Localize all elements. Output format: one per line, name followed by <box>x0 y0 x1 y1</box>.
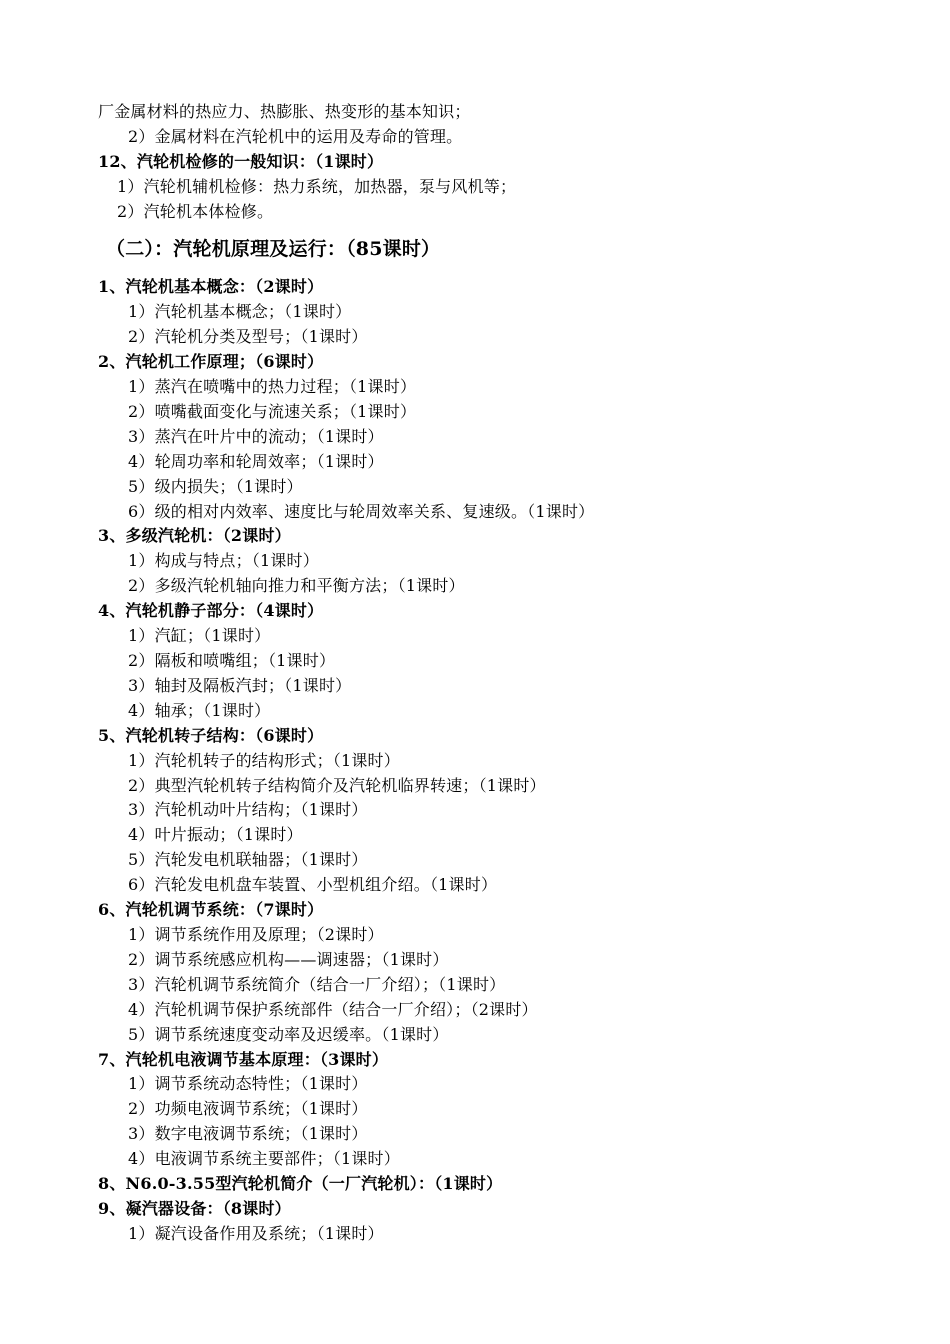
chapter-heading: （二）：汽轮机原理及运行：（85课时） <box>106 238 441 260</box>
section-heading: 8、N6.0-3.55型汽轮机简介（一厂汽轮机）：（1课时） <box>98 1174 503 1193</box>
list-item: 1）汽缸；（1课时） <box>128 626 271 645</box>
section-heading: 3、多级汽轮机：（2课时） <box>98 526 291 545</box>
list-item: 5）汽轮发电机联轴器；（1课时） <box>128 850 368 869</box>
list-item: 3）数字电液调节系统；（1课时） <box>128 1124 368 1143</box>
list-item: 1）汽轮机转子的结构形式；（1课时） <box>128 751 400 770</box>
list-item: 3）蒸汽在叶片中的流动；（1课时） <box>128 427 384 446</box>
list-item: 1）调节系统作用及原理；（2课时） <box>128 925 384 944</box>
list-item: 6）级的相对内效率、速度比与轮周效率关系、复速级。（1课时） <box>128 502 595 521</box>
list-item: 4）叶片振动；（1课时） <box>128 825 303 844</box>
section-heading: 7、汽轮机电液调节基本原理：（3课时） <box>98 1050 389 1069</box>
list-item: 3）轴封及隔板汽封；（1课时） <box>128 676 352 695</box>
list-item: 2）金属材料在汽轮机中的运用及寿命的管理。 <box>128 127 463 146</box>
list-item: 2）典型汽轮机转子结构简介及汽轮机临界转速；（1课时） <box>128 776 546 795</box>
list-item: 5）调节系统速度变动率及迟缓率。（1课时） <box>128 1025 449 1044</box>
list-item: 1）汽轮机辅机检修：热力系统，加热器，泵与风机等； <box>117 177 517 196</box>
list-item: 2）调节系统感应机构——调速器；（1课时） <box>128 950 449 969</box>
section-heading: 12、汽轮机检修的一般知识：（1课时） <box>98 152 384 171</box>
list-item: 1）构成与特点；（1课时） <box>128 551 319 570</box>
list-item: 2）汽轮机本体检修。 <box>117 202 274 221</box>
section-heading: 6、汽轮机调节系统：（7课时） <box>98 900 324 919</box>
list-item: 4）汽轮机调节保护系统部件（结合一厂介绍）；（2课时） <box>128 1000 538 1019</box>
list-item: 6）汽轮发电机盘车装置、小型机组介绍。（1课时） <box>128 875 498 894</box>
section-heading: 9、凝汽器设备：（8课时） <box>98 1199 291 1218</box>
list-item: 1）汽轮机基本概念；（1课时） <box>128 302 352 321</box>
section-heading: 2、汽轮机工作原理；（6课时） <box>98 352 324 371</box>
list-item: 4）轮周功率和轮周效率；（1课时） <box>128 452 384 471</box>
list-item: 2）多级汽轮机轴向推力和平衡方法；（1课时） <box>128 576 465 595</box>
list-item: 2）隔板和喷嘴组；（1课时） <box>128 651 336 670</box>
list-item: 1）凝汽设备作用及系统；（1课时） <box>128 1224 384 1243</box>
list-item: 4）电液调节系统主要部件；（1课时） <box>128 1149 400 1168</box>
list-item: 3）汽轮机动叶片结构；（1课时） <box>128 800 368 819</box>
list-item: 1）蒸汽在喷嘴中的热力过程；（1课时） <box>128 377 417 396</box>
list-item: 1）调节系统动态特性；（1课时） <box>128 1074 368 1093</box>
list-item: 2）功频电液调节系统；（1课时） <box>128 1099 368 1118</box>
section-heading: 4、汽轮机静子部分：（4课时） <box>98 601 324 620</box>
list-item: 3）汽轮机调节系统简介（结合一厂介绍）；（1课时） <box>128 975 506 994</box>
list-item: 4）轴承；（1课时） <box>128 701 271 720</box>
section-heading: 1、汽轮机基本概念：（2课时） <box>98 277 324 296</box>
section-heading: 5、汽轮机转子结构：（6课时） <box>98 726 324 745</box>
list-item: 2）汽轮机分类及型号；（1课时） <box>128 327 368 346</box>
list-item: 2）喷嘴截面变化与流速关系；（1课时） <box>128 402 417 421</box>
list-item: 5）级内损失；（1课时） <box>128 477 303 496</box>
text-line: 厂金属材料的热应力、热膨胀、热变形的基本知识； <box>98 102 471 121</box>
